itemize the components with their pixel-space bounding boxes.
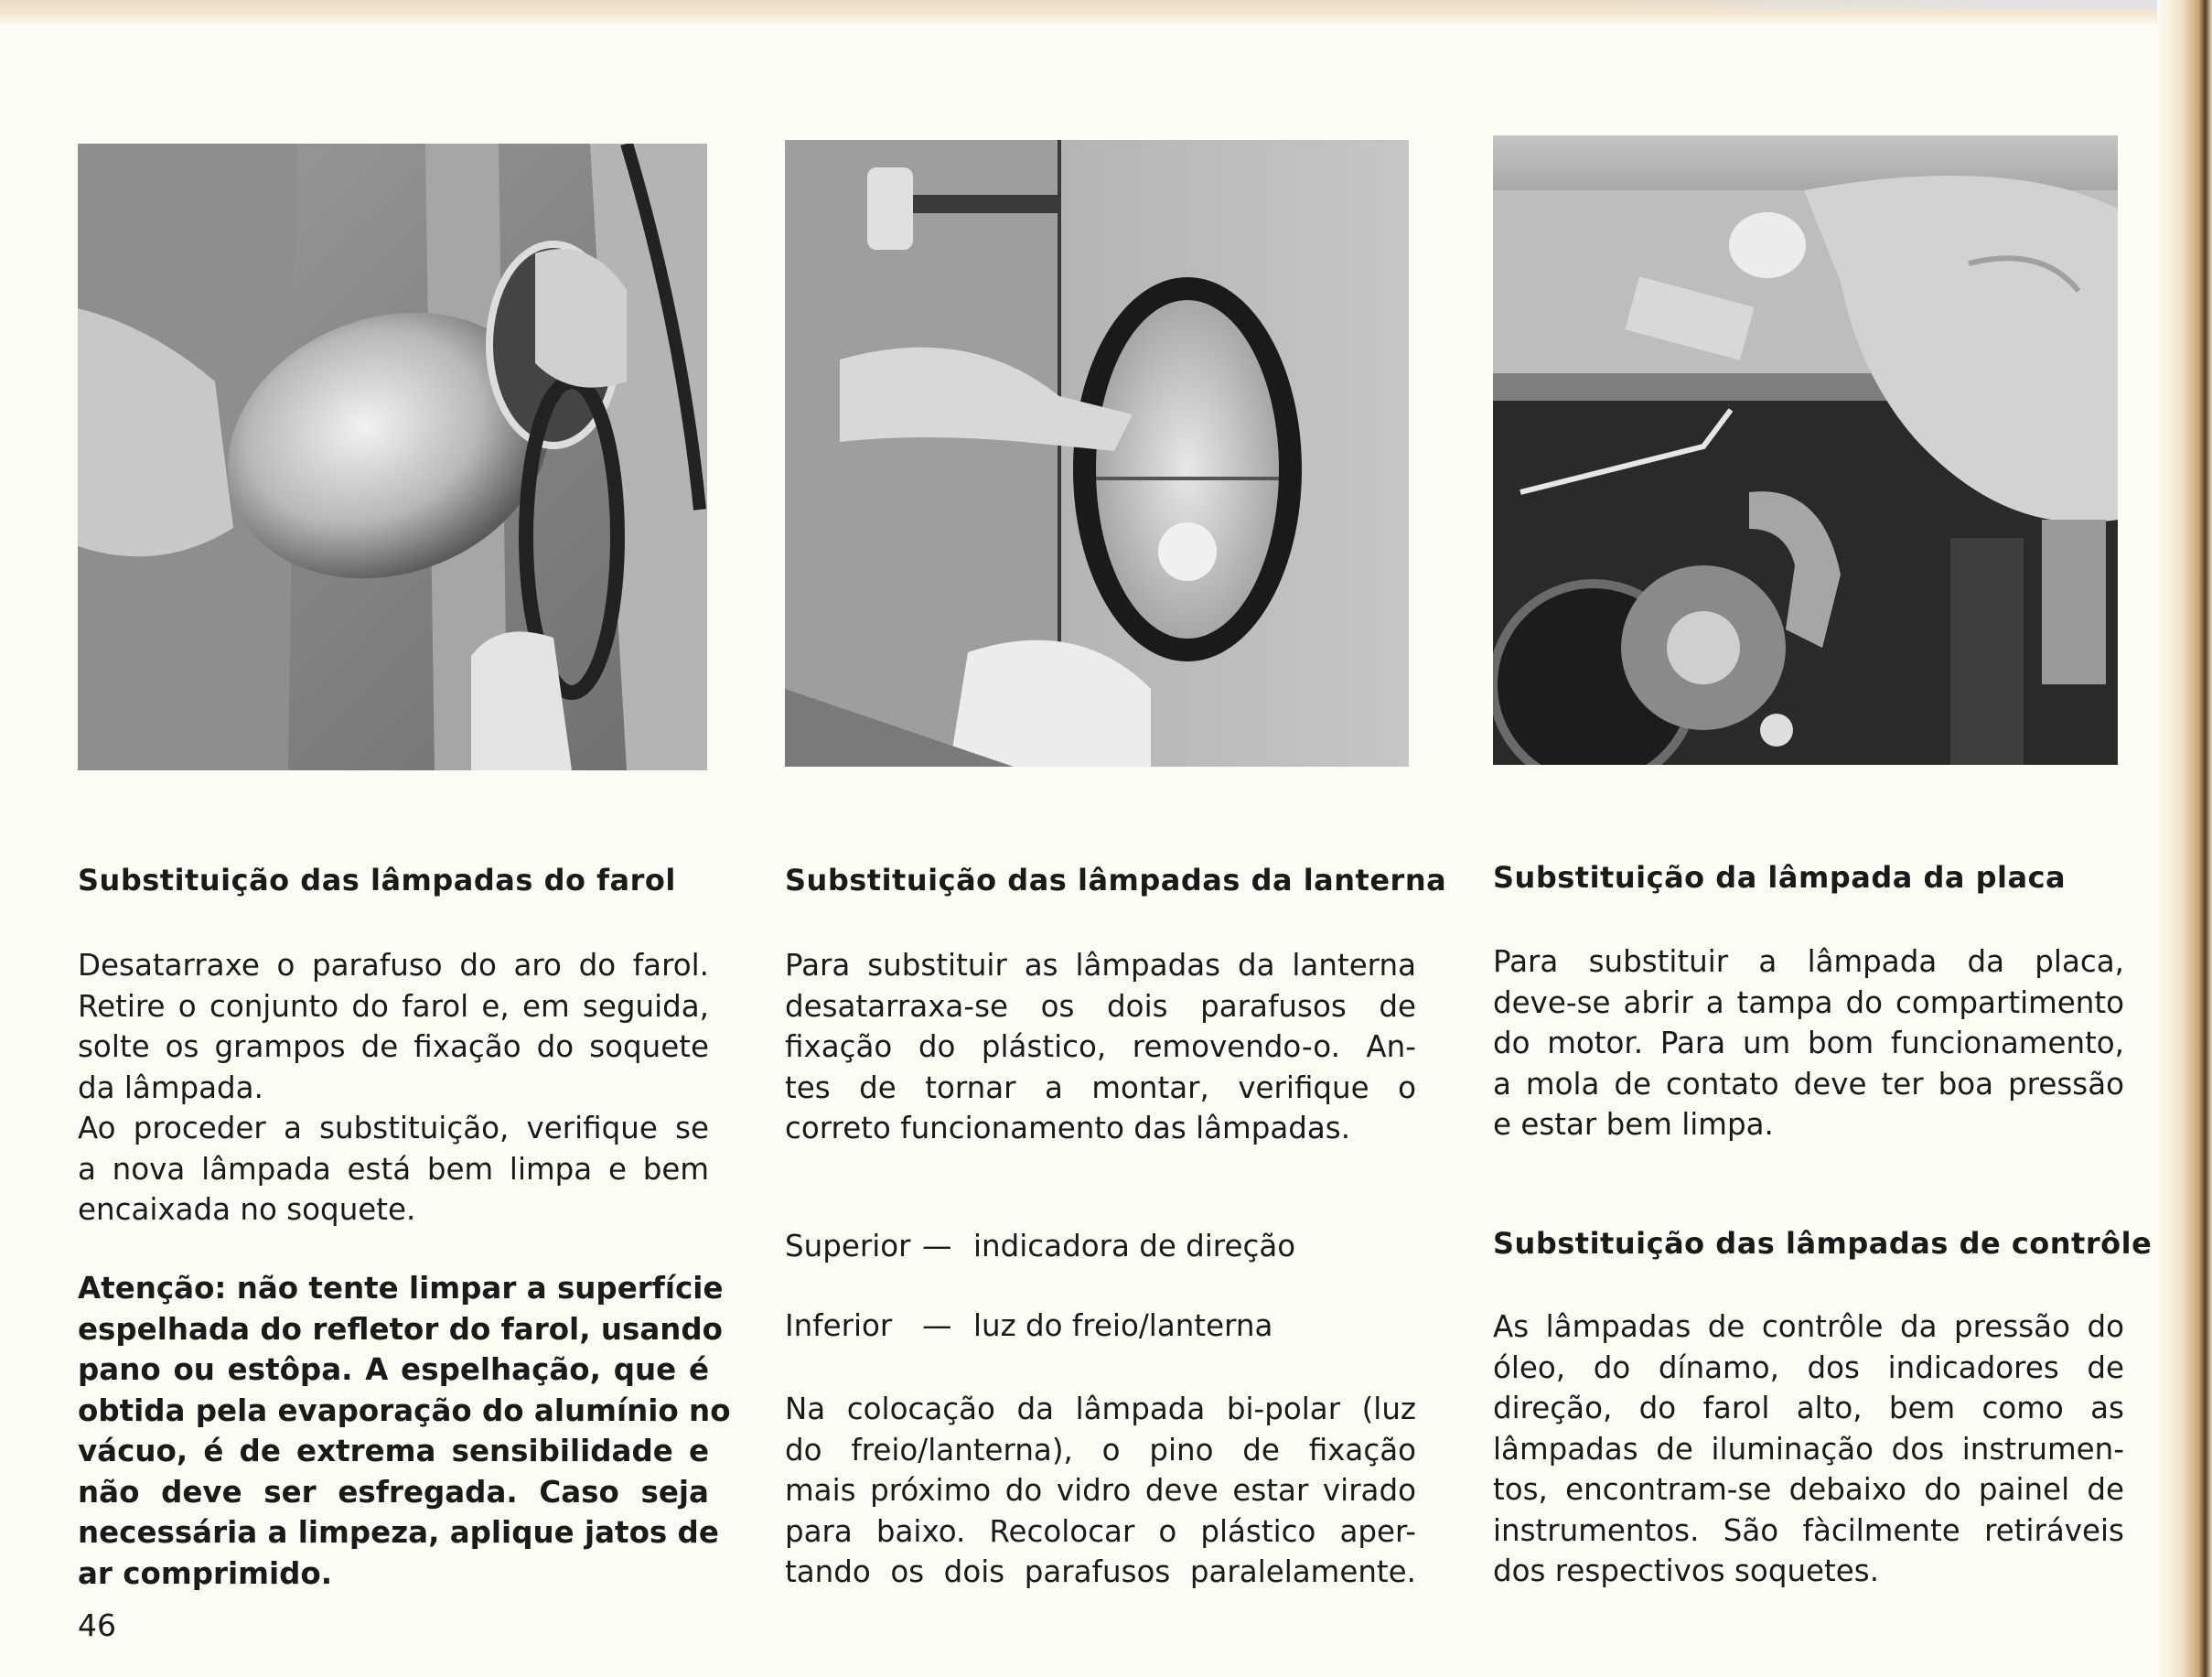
text-line: pano ou estôpa. A espelhação, que é [78, 1352, 709, 1387]
paragraph-headlight-warning [78, 1268, 731, 1594]
section-heading-headlight: Substituição das lâmpadas do farol [78, 863, 676, 898]
taillight-photo-illustration [785, 140, 1409, 767]
lamp-position-term: Superior [785, 1229, 911, 1263]
lamp-position-term: Inferior [785, 1308, 893, 1343]
text-line: correto funcionamento das lâmpadas. [785, 1111, 1351, 1145]
section-heading-control-lamps: Substituição das lâmpadas de contrôle [1493, 1226, 2153, 1261]
lamp-list-item-upper [785, 1229, 1295, 1263]
text-line: vácuo, é de extrema sensibilidade e [78, 1434, 709, 1468]
text-line: Retire o conjunto do farol e, em seguida, [78, 988, 709, 1024]
text-line: mais próximo do vidro deve estar virado [785, 1473, 1416, 1508]
text-line: Na colocação da lâmpada bi-polar (luz [785, 1392, 1416, 1426]
text-line: fixação do plástico, removendo-o. An- [785, 1029, 1416, 1064]
text-line: ar comprimido. [78, 1555, 333, 1591]
text-line: lâmpadas de iluminação dos instrumen- [1493, 1431, 2124, 1467]
paragraph-license-plate-instructions [1493, 941, 2124, 1145]
text-line: instrumentos. São fàcilmente retiráveis [1493, 1512, 2124, 1548]
text-line: tando os dois parafusos paralelamente. [785, 1554, 1416, 1589]
text-line: do motor. Para um bom funcionamento, [1493, 1026, 2124, 1060]
taillight-lamp-photo [785, 140, 1409, 767]
text-line: solte os grampos de fixação do soquete [78, 1029, 709, 1064]
text-line: Para substituir a lâmpada da placa, [1493, 944, 2124, 979]
text-line: As lâmpadas de contrôle da pressão do [1493, 1309, 2124, 1344]
text-line: Desatarraxe o parafuso do aro do farol. [78, 948, 709, 983]
text-line: não deve ser esfregada. Caso seja [78, 1474, 709, 1510]
text-line: desatarraxa-se os dois parafusos de [785, 988, 1416, 1024]
headlight-photo-illustration [78, 144, 707, 770]
text-line: tes de tornar a montar, verifique o [785, 1070, 1416, 1105]
text-line: deve-se abrir a tampa do compartimento [1493, 984, 2124, 1020]
lamp-definition: luz do freio/lanterna [973, 1308, 1273, 1343]
license-plate-lamp-photo [1493, 135, 2118, 765]
paragraph-taillight-instructions [785, 945, 1416, 1149]
paragraph-headlight-instructions [78, 945, 709, 1231]
book-spine [2157, 0, 2212, 1677]
em-dash: — [922, 1308, 952, 1343]
text-line: para baixo. Recolocar o plástico aper- [785, 1513, 1416, 1549]
text-line: obtida pela evaporação do alumínio no [78, 1392, 731, 1428]
page-number: 46 [78, 1607, 116, 1643]
text-line: necessária a limpeza, aplique jatos de [78, 1515, 719, 1550]
text-line: encaixada no soquete. [78, 1192, 416, 1227]
lamp-definition: indicadora de direção [973, 1229, 1296, 1263]
lamp-list-item-lower [785, 1308, 1272, 1343]
em-dash: — [922, 1229, 952, 1263]
section-heading-taillight: Substituição das lâmpadas da lanterna [785, 863, 1447, 898]
text-line: espelhada do refletor do farol, usando [78, 1311, 724, 1347]
text-line: a mola de contato deve ter boa pressão [1493, 1066, 2124, 1102]
text-line: dos respectivos soquetes. [1493, 1553, 1880, 1588]
text-line: Ao proceder a substituição, verifique se [78, 1111, 709, 1145]
license-plate-photo-illustration [1493, 135, 2118, 765]
paragraph-control-lamps [1493, 1306, 2124, 1592]
text-line: Para substituir as lâmpadas da lanterna [785, 948, 1416, 983]
text-line: e estar bem limpa. [1493, 1107, 1774, 1142]
text-line: do freio/lanterna), o pino de fixação [785, 1432, 1416, 1467]
text-line: da lâmpada. [78, 1070, 263, 1105]
text-line: a nova lâmpada está bem limpa e bem [78, 1151, 709, 1187]
section-heading-license-plate: Substituição da lâmpada da placa [1493, 860, 2067, 895]
text-line: Atenção: não tente limpar a superfície [78, 1271, 724, 1306]
text-line: tos, encontram-se debaixo do painel de [1493, 1472, 2124, 1507]
headlight-removal-photo [78, 144, 707, 770]
page-top-edge [0, 0, 2212, 24]
text-line: óleo, do dínamo, dos indicadores de [1493, 1349, 2124, 1385]
text-line: direção, do farol alto, bem como as [1493, 1391, 2124, 1425]
paragraph-bipolar-lamp [785, 1389, 1416, 1593]
